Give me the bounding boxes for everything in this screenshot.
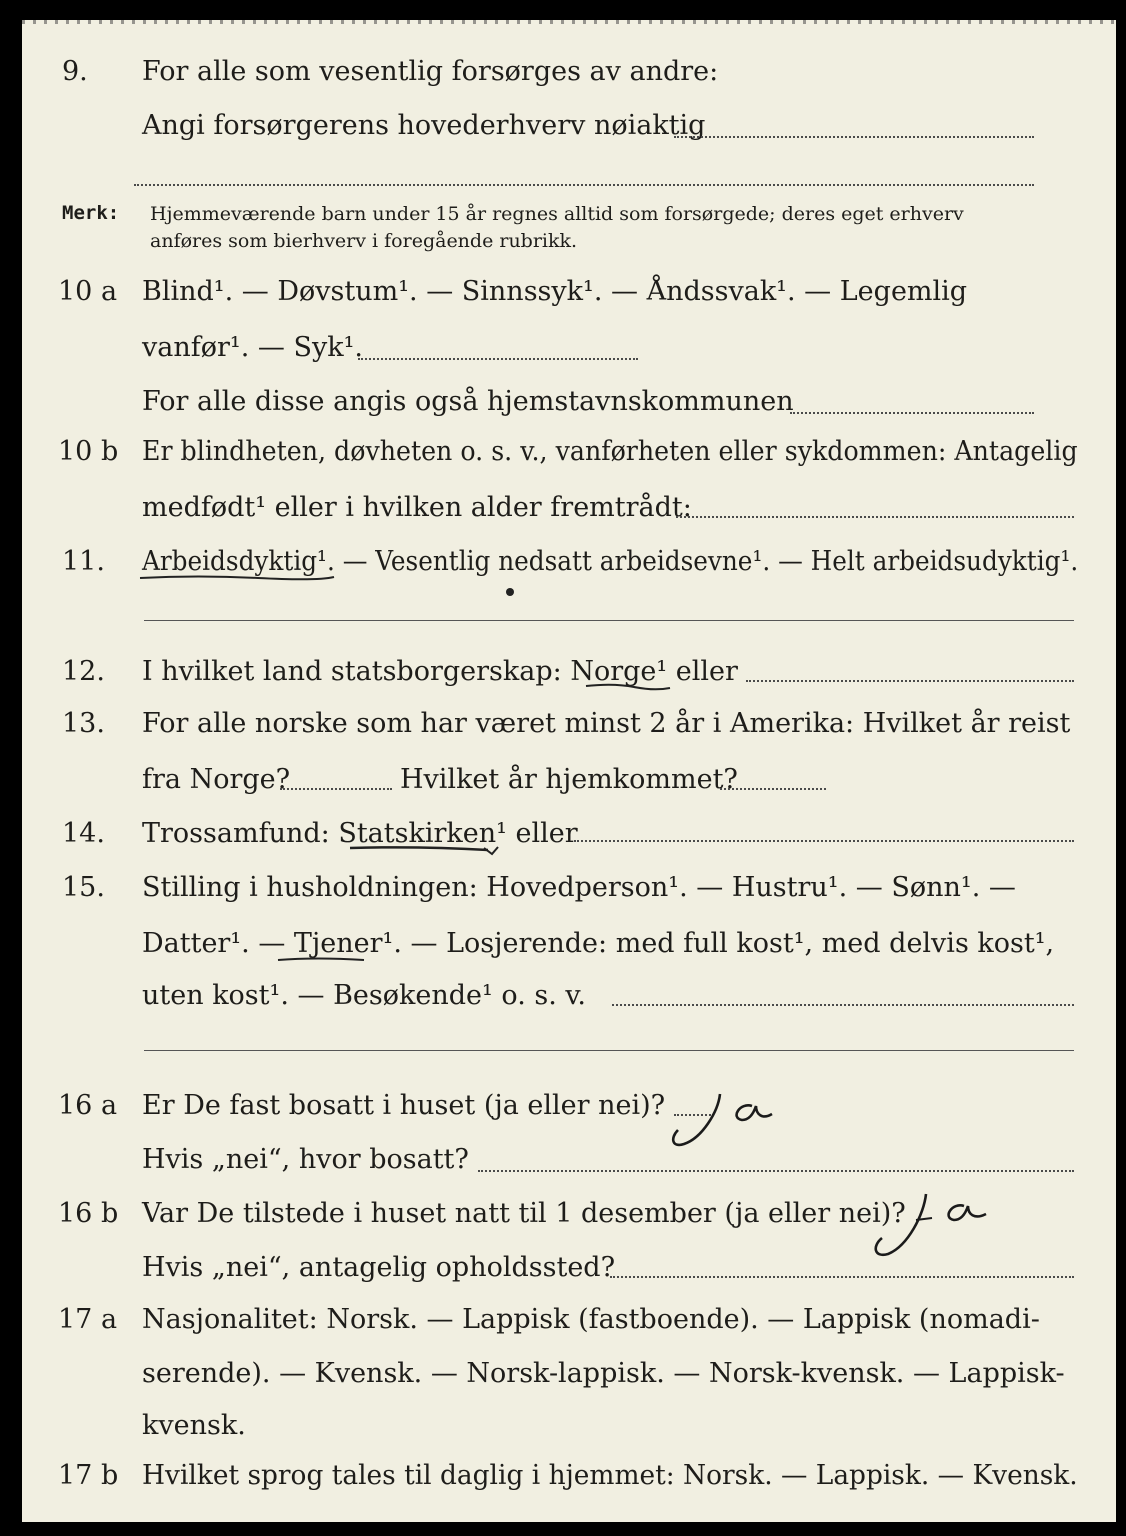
question-text: Er blindheten, døvheten o. s. v., vanførheten eller sykdommen: Antagelig [142,436,1078,467]
question-text: Angi forsørgerens hovederhverv nøiaktig [142,110,706,141]
question-text: For alle som vesentlig forsørges av andre: [142,56,719,87]
question-number: 17 a [58,1304,118,1335]
note-text: anføres som bierhverv i foregående rubrikk. [150,230,578,252]
question-10a-row-2 [22,328,1116,368]
question-15-row-2 [22,924,1116,964]
question-text: For alle disse angis også hjemstavnskommunen [142,386,794,417]
top-edge-perforation [22,20,1116,24]
question-number: 16 a [58,1090,118,1121]
question-text: fra Norge? [142,764,291,795]
question-17a-row-1 [22,1300,1116,1340]
question-16b-row-2 [22,1248,1116,1288]
answer-line [674,136,1034,138]
question-17b-row-1 [22,1456,1116,1496]
answer-line [134,184,1034,186]
question-10a-row-3 [22,382,1116,422]
answer-line [746,680,1074,682]
question-text: Hvis „nei“, hvor bosatt? [142,1144,469,1175]
question-text: vanfør¹. — Syk¹. [142,332,363,363]
question-text: Hvis „nei“, antagelig opholdssted? [142,1252,616,1283]
question-text: Hvilket år hjemkommet? [400,764,738,795]
answer-line [674,1114,714,1116]
question-number: 11. [62,546,105,577]
question-number: 14. [62,818,105,849]
note-text: Hjemmeværende barn under 15 år regnes alltid som forsørgede; deres eget erhverv [150,203,964,225]
question-11-row-1 [22,542,1116,582]
question-number: 17 b [58,1460,119,1491]
question-10b-row-2 [22,488,1116,528]
question-text: Hvilket sprog tales til daglig i hjemmet: Norsk. — Lappisk. — Kvensk. [142,1460,1078,1491]
question-9-row-2 [22,106,1116,146]
question-16a-row-1 [22,1086,1116,1126]
question-text: serende). — Kvensk. — Norsk-lappisk. — Norsk-kvensk. — Lappisk- [142,1358,1065,1389]
answer-line [280,788,392,790]
question-14-row [22,814,1116,854]
note-label: Merk: [62,202,120,224]
answer-line [610,1276,1074,1278]
census-form-page [22,20,1116,1522]
question-number: 10 a [58,276,118,307]
question-16b-row-1 [22,1194,1116,1234]
question-text: Trossamfund: Statskirken¹ eller [142,818,578,849]
handwritten-answer-16a [726,1090,755,1128]
answer-line [790,412,1034,414]
question-number: 16 b [58,1198,119,1229]
ink-dot [506,588,514,596]
question-10b-row-1 [22,432,1116,472]
question-17a-row-2 [22,1354,1116,1394]
question-text: Blind¹. — Døvstum¹. — Sinnssyk¹. — Åndssvak¹. — Legemlig [142,276,968,307]
question-13-row-1 [22,704,1116,744]
question-15-row-3 [22,976,1116,1016]
answer-line [478,1170,1074,1172]
handwritten-answer-16b [922,1196,951,1234]
question-number: 12. [62,656,105,687]
answer-line [720,788,826,790]
answer-line [574,840,1074,842]
question-text: Nasjonalitet: Norsk. — Lappisk (fastboende). — Lappisk (nomadi- [142,1304,1040,1335]
answer-line [676,516,1074,518]
question-text: kvensk. [142,1410,246,1441]
question-number: 13. [62,708,105,739]
question-text: Datter¹. — Tjener¹. — Losjerende: med full kost¹, med delvis kost¹, [142,928,1055,959]
question-17a-row-3 [22,1406,1116,1446]
question-number: 9. [62,56,88,87]
question-10a-row-1 [22,272,1116,312]
answer-line [144,620,1074,621]
question-15-row-1 [22,868,1116,908]
question-number: 10 b [58,436,119,467]
question-text: uten kost¹. — Besøkende¹ o. s. v. [142,980,587,1011]
question-text: medfødt¹ eller i hvilken alder fremtrådt: [142,492,692,523]
question-13-row-2 [22,760,1116,800]
question-9-row-1 [22,52,1116,92]
question-number: 15. [62,872,105,903]
answer-line [612,1004,1074,1006]
question-12-row [22,652,1116,692]
answer-line [358,358,638,360]
question-text: I hvilket land statsborgerskap: Norge¹ eller [142,656,738,687]
question-text: Er De fast bosatt i huset (ja eller nei)? [142,1090,666,1121]
question-text: For alle norske som har været minst 2 år i Amerika: Hvilket år reist [142,708,1071,739]
question-text: Var De tilstede i huset natt til 1 desember (ja eller nei)? [142,1198,906,1229]
question-text: Arbeidsdyktig¹. — Vesentlig nedsatt arbeidsevne¹. — Helt arbeidsudyktig¹. [142,546,1079,577]
question-16a-row-2 [22,1140,1116,1180]
answer-line [144,1050,1074,1051]
question-text: Stilling i husholdningen: Hovedperson¹. — Hustru¹. — Sønn¹. — [142,872,1016,903]
